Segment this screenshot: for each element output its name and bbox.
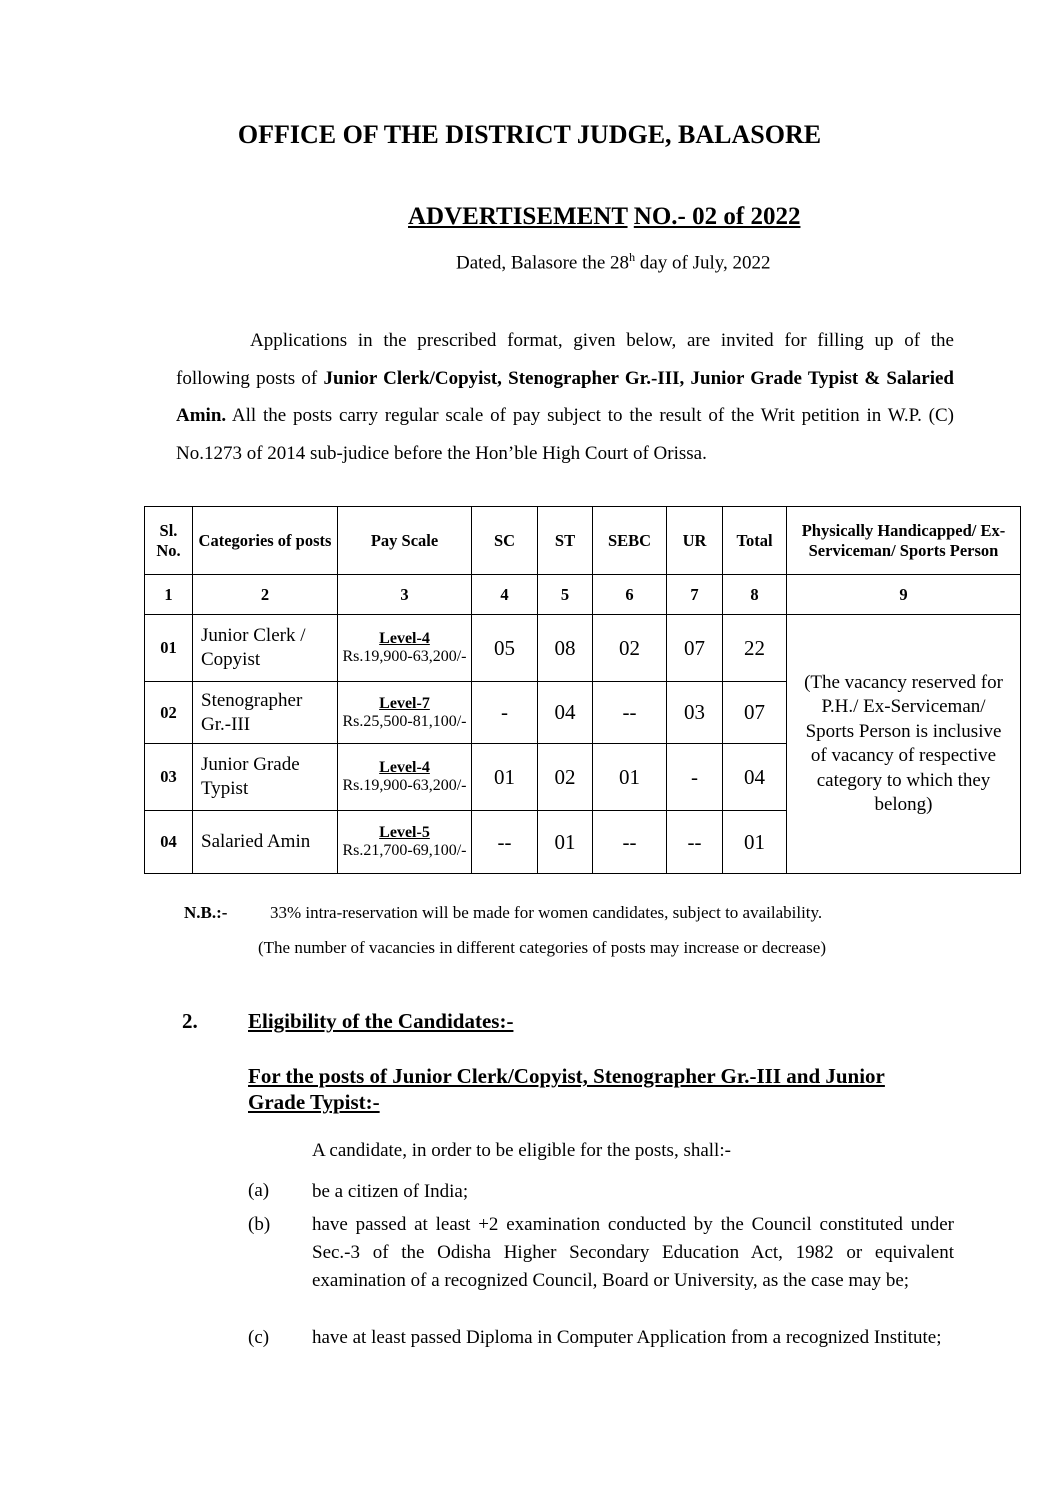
total-count: 01 — [723, 811, 787, 874]
item-text: have passed at least +2 examination conducted by the Council constituted under Sec.-3 of the Odisha Higher Secondary Education Act, 1982 or equivalent examination of a recognized Council, Board or University, as the case may be; — [312, 1214, 954, 1291]
sc-count: - — [472, 682, 538, 744]
pay-range: Rs.19,900-63,200/- — [342, 648, 467, 665]
total-count: 04 — [723, 744, 787, 811]
advertisement-title — [408, 203, 800, 231]
total-count: 22 — [723, 615, 787, 682]
pay-scale — [338, 615, 472, 682]
pay-range: Rs.19,900-63,200/- — [342, 777, 467, 794]
item-label: (c) — [248, 1327, 270, 1348]
item-label: (a) — [248, 1180, 270, 1201]
header-cell: SEBC — [593, 507, 667, 575]
st-count: 04 — [538, 682, 593, 744]
total-count: 07 — [723, 682, 787, 744]
st-count: 08 — [538, 615, 593, 682]
pay-scale — [338, 682, 472, 744]
header-cell: SC — [472, 507, 538, 575]
ur-count: - — [667, 744, 723, 811]
header-cell: Pay Scale — [338, 507, 472, 575]
intro-text-1: Applications in the prescribed format, given below, are invited for filling up of the following posts of — [176, 330, 954, 389]
vacancy-table — [144, 506, 1021, 874]
nb-text: 33% intra-reservation will be made for women candidates, subject to availability. — [270, 903, 823, 922]
column-number: 9 — [787, 575, 1021, 615]
post-name: Salaried Amin — [193, 811, 338, 874]
post-name: Stenographer Gr.-III — [193, 682, 338, 744]
item-text: have at least passed Diploma in Computer Application from a recognized Institute; — [312, 1327, 942, 1348]
pay-range: Rs.25,500-81,100/- — [342, 712, 467, 730]
column-number-row — [145, 575, 1021, 615]
pay-level: Level-4 — [379, 759, 430, 776]
advertisement-number: NO.- 02 of 2022 — [633, 203, 801, 230]
nb-label: N.B.:- — [184, 903, 228, 922]
pay-level: Level-5 — [379, 824, 430, 841]
st-count: 02 — [538, 744, 593, 811]
column-number: 6 — [593, 575, 667, 615]
ur-count: 03 — [667, 682, 723, 744]
header-cell: Categories of posts — [193, 507, 338, 575]
pay-range: Rs.21,700-69,100/- — [342, 842, 467, 859]
ur-count: -- — [667, 811, 723, 874]
column-number: 8 — [723, 575, 787, 615]
intro-paragraph — [176, 322, 954, 472]
column-number: 1 — [145, 575, 193, 615]
post-name: Junior Clerk / Copyist — [193, 615, 338, 682]
item-label: (b) — [248, 1214, 271, 1235]
pay-level: Level-7 — [379, 694, 430, 712]
header-cell: Sl. No. — [145, 507, 193, 575]
pay-scale — [338, 811, 472, 874]
sc-count: 01 — [472, 744, 538, 811]
dated-superscript: h — [629, 250, 636, 264]
header-cell: UR — [667, 507, 723, 575]
header-cell: Total — [723, 507, 787, 575]
sl-no: 04 — [145, 811, 193, 874]
header-cell: Physically Handicapped/ Ex-Serviceman/ Sports Person — [787, 507, 1021, 575]
sl-no: 01 — [145, 615, 193, 682]
dated-suffix: day of July, 2022 — [635, 252, 771, 274]
advertisement-label: ADVERTISEMENT — [408, 203, 628, 230]
column-number: 2 — [193, 575, 338, 615]
sl-no: 03 — [145, 744, 193, 811]
ur-count: 07 — [667, 615, 723, 682]
section-title: Eligibility of the Candidates:- — [248, 1009, 514, 1033]
sc-count: -- — [472, 811, 538, 874]
nb-note: (The number of vacancies in different categories of posts may increase or decrease) — [258, 938, 826, 957]
column-number: 5 — [538, 575, 593, 615]
item-text: be a citizen of India; — [312, 1181, 469, 1202]
ph-note: (The vacancy reserved for P.H./ Ex-Serviceman/ Sports Person is inclusive of vacancy of respective category to which they belong) — [787, 615, 1021, 874]
sl-no: 02 — [145, 682, 193, 744]
table-row — [145, 615, 1021, 682]
intro-text-2: All the posts carry regular scale of pay subject to the result of the Writ petition in W.P. (C) No.1273 of 2014 sub-judice before the Hon’ble High Court of Orissa. — [176, 405, 954, 464]
sebc-count: 01 — [593, 744, 667, 811]
column-number: 7 — [667, 575, 723, 615]
st-count: 01 — [538, 811, 593, 874]
sebc-count: -- — [593, 811, 667, 874]
pay-level: Level-4 — [379, 630, 430, 647]
pay-scale — [338, 744, 472, 811]
section-subtitle: For the posts of Junior Clerk/Copyist, Stenographer Gr.-III and Junior Grade Typist:- — [248, 1064, 885, 1114]
dated-prefix: Dated, Balasore the 28 — [456, 252, 630, 274]
intro-posts: Junior Clerk/Copyist, Stenographer Gr.-III, Junior Grade Typist & Salaried Amin. — [176, 367, 954, 426]
office-title: OFFICE OF THE DISTRICT JUDGE, BALASORE — [237, 120, 822, 149]
sebc-count: -- — [593, 682, 667, 744]
sc-count: 05 — [472, 615, 538, 682]
header-cell: ST — [538, 507, 593, 575]
dated-line — [456, 250, 771, 274]
eligibility-intro: A candidate, in order to be eligible for the posts, shall:- — [312, 1140, 731, 1161]
column-number: 3 — [338, 575, 472, 615]
post-name: Junior Grade Typist — [193, 744, 338, 811]
column-number: 4 — [472, 575, 538, 615]
section-number: 2. — [182, 1009, 198, 1033]
table-header-row — [145, 507, 1021, 575]
sebc-count: 02 — [593, 615, 667, 682]
